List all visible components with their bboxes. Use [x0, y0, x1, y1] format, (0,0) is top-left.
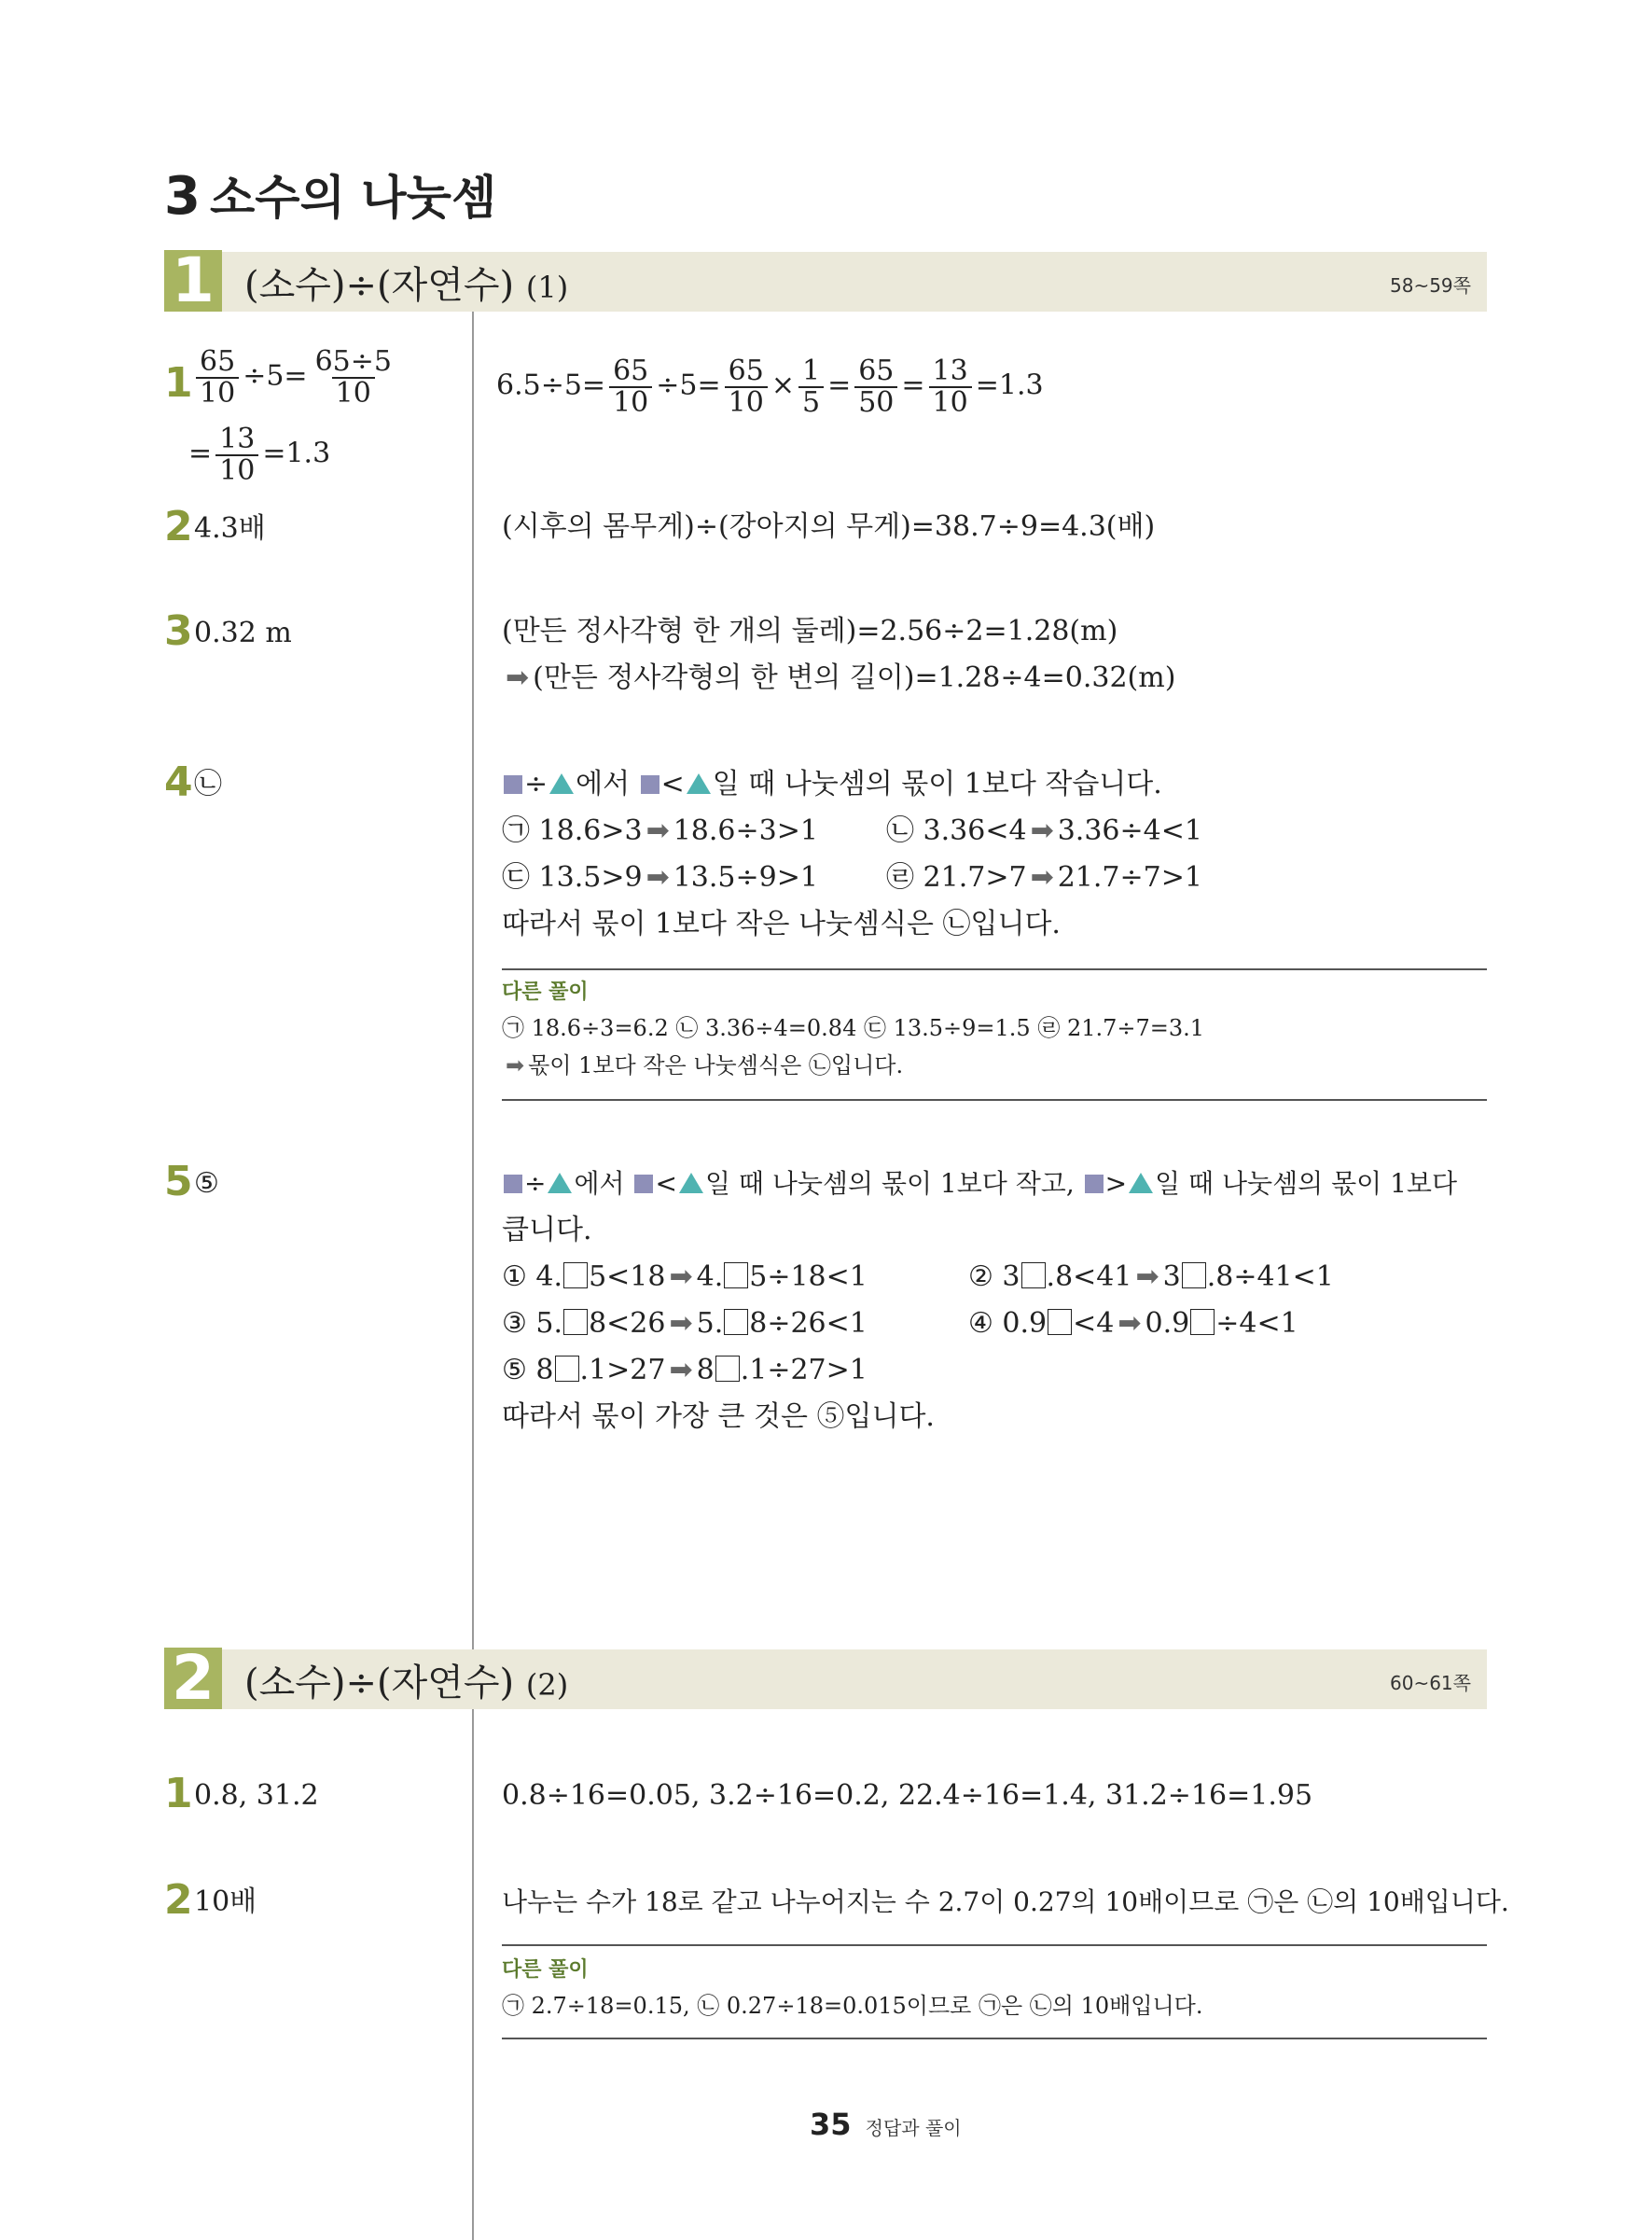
square-icon [504, 775, 522, 794]
text: 몫이 1보다 작은 나눗셈식은 ㉡입니다. [528, 1052, 904, 1078]
explanation-1-5-choice5 [502, 1347, 868, 1394]
fraction [929, 356, 972, 417]
text: ㉢ 13.5>9 [502, 861, 643, 894]
alt-solution-top-rule [502, 968, 1487, 970]
section-title-sub: (2) [525, 1667, 569, 1703]
blank-box [1190, 1309, 1215, 1335]
text: .1÷27>1 [740, 1354, 868, 1386]
fraction [798, 356, 824, 417]
text: ② 3 [968, 1260, 1020, 1293]
text: ÷4<1 [1215, 1307, 1298, 1340]
numerator: 65 [728, 355, 764, 387]
triangle-icon [549, 773, 574, 794]
denominator: 10 [929, 386, 972, 418]
answer-2-2: 10배 [194, 1885, 257, 1918]
page-number: 35 [810, 2107, 852, 2142]
text: > [1104, 1168, 1128, 1199]
explanation-2-1: 0.8÷16=0.05, 3.2÷16=0.2, 22.4÷16=1.4, 31.2÷16=1.95 [502, 1779, 1313, 1812]
triangle-icon [687, 773, 711, 794]
text: 에서 [574, 1168, 633, 1199]
fraction [196, 347, 239, 408]
text: 3.36÷4<1 [1057, 814, 1202, 847]
text: 일 때 나눗셈의 몫이 1보다 작고, [704, 1168, 1083, 1199]
text: <4 [1073, 1307, 1115, 1340]
explanation-1-2: (시후의 몸무게)÷(강아지의 무게)=38.7÷9=4.3(배) [502, 510, 1156, 543]
question-number: 3 [164, 607, 193, 655]
question-number: 2 [164, 1876, 193, 1924]
text: < [660, 768, 685, 800]
text: < [655, 1168, 677, 1199]
section-title-1 [244, 256, 568, 309]
answer-1-5: ⑤ [194, 1167, 219, 1200]
explanation-1-4-row1b [886, 808, 1202, 855]
text: =1.3 [262, 437, 331, 470]
question-number: 4 [164, 758, 193, 806]
fraction [215, 424, 258, 485]
text: ① 4. [502, 1260, 563, 1293]
answer-2-1: 0.8, 31.2 [194, 1779, 319, 1812]
section-number-2: 2 [164, 1648, 222, 1709]
explanation-1-4-row2b [886, 855, 1202, 901]
footer-label: 정답과 풀이 [865, 2117, 962, 2139]
square-icon [504, 1175, 522, 1193]
text: ⑤ 8 [502, 1354, 554, 1386]
numerator: 65 [200, 345, 236, 378]
section-title-2 [244, 1653, 568, 1706]
text: 0.9 [1145, 1307, 1190, 1340]
text: 에서 [576, 768, 639, 800]
right-arrow-icon: ➡ [646, 861, 670, 894]
explanation-1-5-line1 [502, 1161, 1457, 1207]
fraction [312, 347, 396, 408]
denominator: 50 [854, 386, 897, 418]
right-arrow-icon: ➡ [669, 1260, 693, 1293]
blank-box [1021, 1262, 1046, 1288]
text: = [188, 437, 213, 470]
section-title-main: (소수)÷(자연수) [244, 264, 515, 307]
alt-solution-line2 [502, 1047, 903, 1084]
section-number-1: 1 [164, 250, 222, 312]
right-arrow-icon: ➡ [1135, 1260, 1159, 1293]
text: ④ 0.9 [968, 1307, 1048, 1340]
text: 21.7÷7>1 [1057, 861, 1202, 894]
blank-box [724, 1262, 748, 1288]
text: ÷ [524, 1168, 547, 1199]
section-title-main: (소수)÷(자연수) [244, 1662, 515, 1704]
alt-solution-top-rule [502, 1944, 1487, 1946]
text: 8 [696, 1354, 715, 1386]
explanation-1-4-row1a [502, 808, 818, 855]
fraction [725, 356, 768, 417]
question-number: 5 [164, 1158, 193, 1205]
column-divider [472, 308, 474, 2240]
section-title-sub: (1) [525, 270, 569, 305]
text: ÷ [524, 768, 548, 800]
blank-box [724, 1309, 748, 1335]
answer-1-4: ㉡ [194, 768, 222, 800]
text: .8<41 [1046, 1260, 1132, 1293]
text: 6.5÷5= [496, 369, 606, 402]
denominator: 10 [196, 377, 239, 409]
question-number: 2 [164, 503, 193, 550]
blank-box [1182, 1262, 1206, 1288]
explanation-1-3-line2 [502, 655, 1175, 702]
right-arrow-icon: ➡ [646, 814, 670, 847]
triangle-icon [679, 1173, 703, 1193]
denominator: 10 [609, 386, 652, 418]
alt-solution-label: 다른 풀이 [502, 981, 589, 1004]
text: 18.6÷3>1 [673, 814, 818, 847]
right-arrow-icon: ➡ [669, 1354, 693, 1386]
question-number: 1 [164, 359, 193, 407]
text: 5. [696, 1307, 724, 1340]
text: = [827, 369, 852, 402]
unit-number: 3 [164, 166, 201, 227]
explanation-1-5-choice4 [968, 1301, 1298, 1347]
right-arrow-icon: ➡ [669, 1307, 693, 1340]
fraction [854, 356, 897, 417]
right-arrow-icon: ➡ [506, 1052, 525, 1078]
text: ÷5= [656, 369, 721, 402]
numerator: 13 [219, 423, 256, 455]
answer-1-2: 4.3배 [194, 512, 266, 545]
numerator: 13 [932, 355, 968, 387]
numerator: 1 [801, 355, 821, 387]
triangle-icon [548, 1173, 572, 1193]
numerator: 65÷5 [314, 345, 392, 378]
square-icon [1085, 1175, 1104, 1193]
text: ÷5= [243, 359, 308, 393]
denominator: 10 [215, 454, 258, 486]
text: 일 때 나눗셈의 몫이 1보다 작습니다. [712, 768, 1162, 800]
fraction [609, 356, 652, 417]
explanation-1-3-line1: (만든 정사각형 한 개의 둘레)=2.56÷2=1.28(m) [502, 615, 1118, 647]
text: 4. [696, 1260, 724, 1293]
numerator: 65 [613, 355, 649, 387]
text: × [770, 369, 795, 402]
alt-solution-line1: ㉠ 18.6÷3=6.2 ㉡ 3.36÷4=0.84 ㉢ 13.5÷9=1.5 ㉣ 21.7÷7=3.1 [502, 1015, 1205, 1041]
text: 8<26 [589, 1307, 666, 1340]
explanation-1-1 [496, 356, 1044, 417]
square-icon [634, 1175, 653, 1193]
unit-title-text: 소수의 나눗셈 [209, 171, 497, 225]
explanation-2-2: 나누는 수가 18로 같고 나누어지는 수 2.7이 0.27의 10배이므로 ㉠은 ㉡의 10배입니다. [502, 1886, 1509, 1917]
blank-box [1048, 1309, 1072, 1335]
blank-box [563, 1309, 588, 1335]
text: ③ 5. [502, 1307, 563, 1340]
alt-solution-bottom-rule [502, 2038, 1487, 2039]
right-arrow-icon: ➡ [1030, 814, 1054, 847]
blank-box [563, 1262, 588, 1288]
explanation-1-5-choice1 [502, 1254, 868, 1301]
alt-solution-line1: ㉠ 2.7÷18=0.15, ㉡ 0.27÷18=0.015이므로 ㉠은 ㉡의 10배입니다. [502, 1993, 1203, 2019]
text: 3 [1162, 1260, 1181, 1293]
blank-box [555, 1356, 579, 1382]
text: ㉠ 18.6>3 [502, 814, 643, 847]
text: .1>27 [579, 1354, 666, 1386]
text: 5<18 [589, 1260, 666, 1293]
right-arrow-icon: ➡ [1118, 1307, 1142, 1340]
text: .8÷41<1 [1206, 1260, 1334, 1293]
explanation-1-4-row2a [502, 855, 818, 901]
text: 5÷18<1 [749, 1260, 868, 1293]
answer-1-1-cont [188, 424, 330, 485]
explanation-1-4-conclusion: 따라서 몫이 1보다 작은 나눗셈식은 ㉡입니다. [502, 908, 1061, 940]
text: (만든 정사각형의 한 변의 길이)=1.28÷4=0.32(m) [533, 661, 1176, 694]
explanation-1-4-intro [502, 761, 1162, 808]
right-arrow-icon: ➡ [1030, 861, 1054, 894]
explanation-1-5-choice2 [968, 1254, 1334, 1301]
alt-solution-label: 다른 풀이 [502, 1958, 589, 1982]
section-pages-1: 58~59쪽 [1390, 274, 1471, 297]
numerator: 65 [858, 355, 895, 387]
text: ㉡ 3.36<4 [886, 814, 1027, 847]
alt-solution-bottom-rule [502, 1099, 1487, 1101]
blank-box [715, 1356, 740, 1382]
page-footer [810, 2107, 962, 2142]
text: 8÷26<1 [749, 1307, 868, 1340]
square-icon [641, 775, 659, 794]
triangle-icon [1129, 1173, 1153, 1193]
text: 13.5÷9>1 [673, 861, 818, 894]
text: ㉣ 21.7>7 [886, 861, 1027, 894]
answer-1-3: 0.32 m [194, 617, 292, 649]
right-arrow-icon: ➡ [506, 661, 530, 694]
text: =1.3 [975, 369, 1044, 402]
text: 일 때 나눗셈의 몫이 1보다 [1155, 1168, 1458, 1199]
explanation-1-5-choice3 [502, 1301, 868, 1347]
unit-title [164, 160, 496, 228]
section-pages-2: 60~61쪽 [1390, 1672, 1471, 1694]
denominator: 5 [798, 386, 824, 418]
explanation-1-5-conclusion: 따라서 몫이 가장 큰 것은 ⑤입니다. [502, 1400, 935, 1433]
explanation-1-5-line2: 큽니다. [502, 1214, 592, 1246]
answer-1-1 [192, 347, 399, 408]
denominator: 10 [332, 377, 375, 409]
text: = [901, 369, 925, 402]
denominator: 10 [725, 386, 768, 418]
question-number: 1 [164, 1770, 193, 1817]
